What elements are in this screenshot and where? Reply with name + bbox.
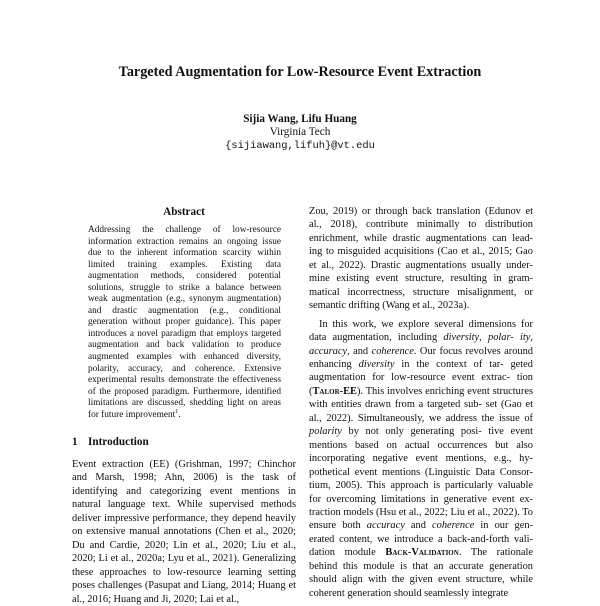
term-accuracy: accuracy [309, 345, 348, 357]
abstract-text: Addressing the challenge of low-resource information extraction remains an ongoing issue due to the inherent information scarcity within limited training examples. Existing data augmentation methods, considered potential solutions, struggle to strike a balance between weak augmentation (e.g., synonym augmentation) and drastic augmentation (e.g., conditional generation without proper guidance). This paper introduces a novel paradigm that employs targeted augmentation and back validation to produce augmented examples with enhanced diversity, polarity, accuracy, and coherence. Extensive experimental results demonstrate the effectiveness of the proposed paradigm. Furthermore, identified limitations are discussed, shedding light on areas for future improvement [88, 225, 281, 420]
text-run: , [479, 332, 488, 344]
text-run: in the context of tar- geted augmentation for low-resource event extrac- tion ( [309, 358, 533, 397]
text-run: ). This involves enriching event structures with entities drawn from a targeted sub- set (Gao et al., 2022). Simultaneously, we address the issue of [309, 385, 533, 424]
term-diversity: diversity [443, 332, 480, 344]
text-run: by not only generating posi- tive event mentions based on actual occurrences but also incorporating negative event mentions, e.g., hy- pothetical event mentions (Linguistic Data Consor- tium, 2005). This approach is particularly valuable for overcoming limitations in generative event ex- traction models (Hsu et al., 2022; Liu et al., 2022). To ensure both [309, 426, 533, 532]
term-coherence: coherence [371, 345, 414, 357]
author-affiliation: Virginia Tech [269, 126, 331, 138]
right-paragraph-1: Zou, 2019) or through back translation (Edunov et al., 2018), contribute minimally to distribution enrichment, while drastic augmentations can lead- ing to misguided acquisitions (Cao et al., 2015; Gao et al., 2022). Drastic augmentations usually under- mine existing event structure, resulting in gram- matical incorrectness, structure misalignment, or semantic drifting (Wang et al., 2023a). [309, 206, 533, 312]
term-accuracy: accuracy [366, 520, 405, 532]
text-run: , and [347, 345, 372, 357]
text-run: and [404, 520, 433, 532]
right-paragraph-2 [309, 318, 533, 601]
term-diversity: diversity [358, 358, 395, 370]
term-polarity: polar- ity [488, 332, 531, 344]
abstract-heading: Abstract [163, 206, 205, 218]
term-polarity: polarity [309, 426, 342, 438]
paper-authors: Sijia Wang, Lifu Huang [243, 113, 357, 125]
method-name-talor-ee: Talor-EE [312, 385, 357, 397]
text-run: In this work, we explore several dimensions for data augmentation, including [309, 318, 533, 344]
text-run: . The rationale behind this module is that an accurate generation should align with the given event structure, while coherent generation should seamlessly integrate [309, 547, 533, 599]
section-number: 1 [72, 436, 78, 448]
right-column [309, 205, 533, 600]
term-coherence: coherence [432, 520, 475, 532]
paper-title: Targeted Augmentation for Low-Resource Event Extraction [118, 64, 482, 80]
module-name-back-validation: Back-Validation [385, 547, 459, 559]
section-title: Introduction [88, 436, 149, 448]
author-email: {sijiawang,lifuh}@vt.edu [225, 140, 375, 152]
text-run: . Our focus revolves around enhancing [309, 345, 533, 370]
text-run: in our gen- erated content, we introduce a back-and-forth vali- dation module [309, 520, 533, 559]
text-run: , [530, 332, 533, 344]
abstract-body [88, 225, 281, 421]
abstract-end: . [178, 409, 181, 420]
introduction-text: Event extraction (EE) (Grishman, 1997; Chinchor and Marsh, 1998; Ahn, 2006) is the task of identifying and categorizing event mentions in natural language text. While supervised methods deliver impressive performance, they depend heavily on extensive manual annotations (Chen et al., 2020; Du and Cardie, 2020; Lin et al., 2020; Liu et al., 2020; Li et al., 2020a; Lyu et al., 2021). Generalizing these approaches to low-resource learning setting poses challenges (Pasupat and Liang, 2014; Huang et al., 2016; Huang and Ji, 2020; Lai et al., [72, 459, 296, 605]
footnote-mark: 1 [175, 408, 179, 415]
section-heading-introduction [72, 436, 296, 448]
